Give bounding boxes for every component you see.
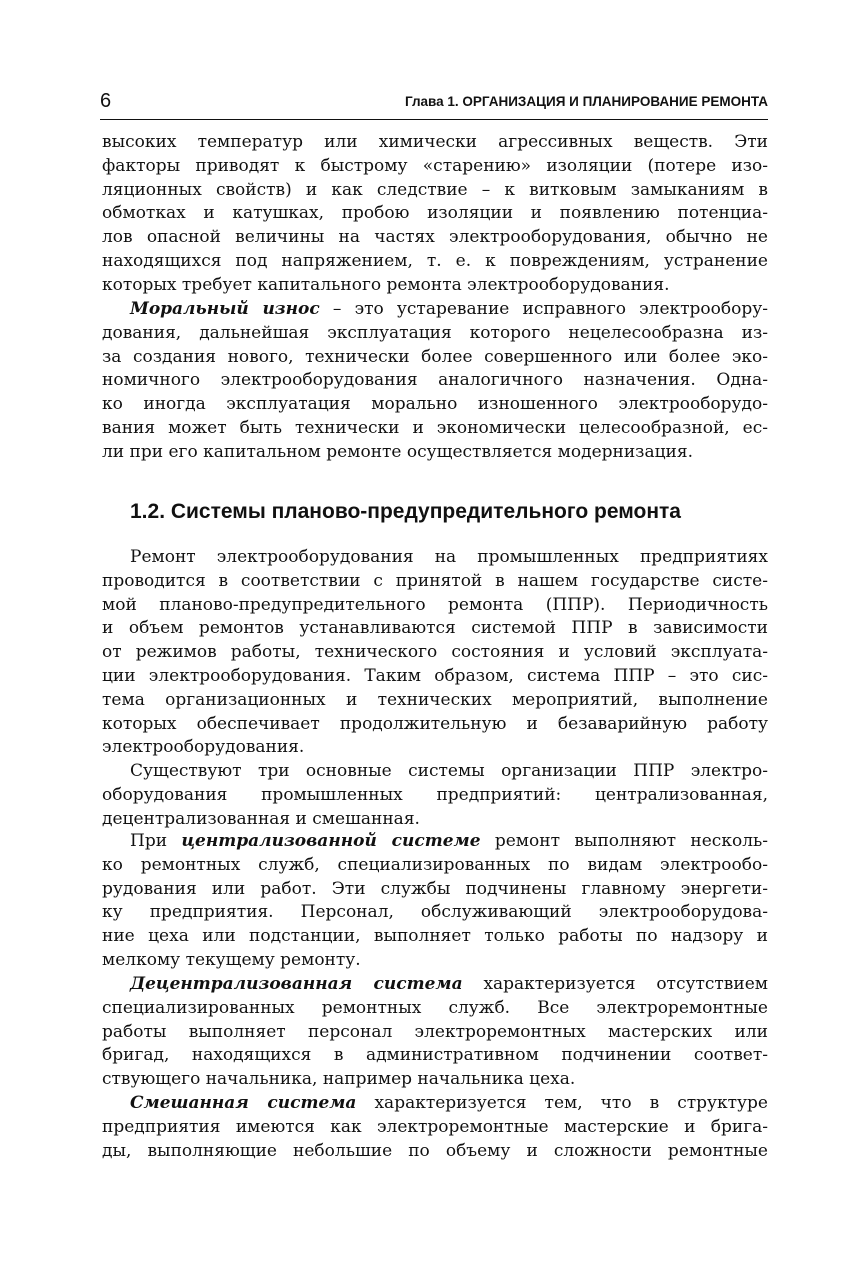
paragraph-decentralized <box>102 973 768 1092</box>
running-head: Глава 1. ОРГАНИЗАЦИЯ И ПЛАНИРОВАНИЕ РЕМОНТА <box>404 94 768 109</box>
text-line: Ремонт электрооборудования на промышленных предприятиях <box>130 547 768 567</box>
text-line: факторы приводят к быстрому «старению» изоляции (потере изо- <box>102 155 768 176</box>
text-line: высоких температур или химически агрессивных веществ. Эти <box>102 132 768 152</box>
text-line: ды, выполняющие небольшие по объему и сложности ремонтные <box>102 1140 768 1161</box>
text-run: ремонт выполняют несколь- <box>480 831 768 851</box>
text-line: предприятия имеются как электроремонтные мастерские и брига- <box>102 1116 768 1137</box>
text-line: мелкому текущему ремонту. <box>102 949 361 970</box>
text-line: которых требует капитального ремонта электрооборудования. <box>102 274 670 295</box>
text-line: ние цеха или подстанции, выполняет только работы по надзору и <box>102 926 768 947</box>
text-line <box>102 830 768 854</box>
text-line: ко ремонтных служб, специализированных по видам электрообо- <box>102 854 768 875</box>
page-number: 6 <box>100 90 112 112</box>
text-line: от режимов работы, технического состояния и условий эксплуата- <box>102 642 768 663</box>
text-line: рудования или работ. Эти службы подчинены главному энергети- <box>102 878 768 899</box>
text-line: номичного электрооборудования аналогичного назначения. Одна- <box>102 370 768 391</box>
paragraph-three-systems <box>102 760 768 831</box>
text-line: ции электрооборудования. Таким образом, система ППР – это сис- <box>102 665 768 686</box>
page-header <box>100 84 768 120</box>
text-line: специализированных ремонтных служб. Все электроремонтные <box>102 997 768 1018</box>
text-line: ляционных свойств) и как следствие – к витковым замыканиям в <box>102 179 768 200</box>
term-centralized: централизованной системе <box>181 831 481 851</box>
text-line <box>102 298 768 322</box>
text-line: находящихся под напряжением, т. е. к повреждениям, устранение <box>102 250 768 271</box>
term-mixed: Смешанная система <box>130 1093 357 1113</box>
paragraph-moral-wear <box>102 298 768 465</box>
text-run: характеризуется тем, что в структуре <box>356 1093 768 1113</box>
text-line: проводится в соответствии с принятой в нашем государстве систе- <box>102 570 768 591</box>
paragraph-ppr-intro <box>102 546 768 760</box>
text-run: При <box>130 831 182 851</box>
text-line: ко иногда эксплуатация морально изношенного электрооборудо- <box>102 394 768 415</box>
text-line: бригад, находящихся в административном подчинении соответ- <box>102 1045 768 1066</box>
text-line: которых обеспечивает продолжительную и безаварийную работу <box>102 713 768 734</box>
text-line: электрооборудования. <box>102 737 305 758</box>
text-line: обмотках и катушках, пробою изоляции и появлению потенциа- <box>102 203 768 224</box>
text-line <box>102 1092 768 1116</box>
paragraph-centralized <box>102 830 768 973</box>
text-line: за создания нового, технически более совершенного или более эко- <box>102 346 768 367</box>
text-line: мой планово-предупредительного ремонта (ППР). Периодичность <box>102 594 768 615</box>
text-line: оборудования промышленных предприятий: централизованная, <box>102 784 768 805</box>
text-line <box>102 973 768 997</box>
text-line: ствующего начальника, например начальника цеха. <box>102 1069 576 1090</box>
text-line: вания может быть технически и экономически целесообразной, ес- <box>102 417 768 438</box>
paragraph-mixed <box>102 1092 768 1163</box>
text-line: лов опасной величины на частях электрооборудования, обычно не <box>102 227 768 248</box>
text-line: и объем ремонтов устанавливаются системой ППР в зависимости <box>102 618 768 639</box>
term-decentralized: Децентрализованная система <box>130 974 463 994</box>
text-line: Существуют три основные системы организации ППР электро- <box>130 761 768 781</box>
text-line: дования, дальнейшая эксплуатация которого нецелесообразна из- <box>102 322 768 343</box>
text-line: работы выполняет персонал электроремонтных мастерских или <box>102 1021 768 1042</box>
text-run: характеризуется отсутствием <box>462 974 768 994</box>
text-line: ку предприятия. Персонал, обслуживающий электрооборудова- <box>102 902 768 923</box>
text-run: – это устаревание исправного электрообору- <box>319 299 769 319</box>
text-line: тема организационных и технических мероприятий, выполнение <box>102 689 768 710</box>
text-line: децентрализованная и смешанная. <box>102 808 420 829</box>
text-line: ли при его капитальном ремонте осуществляется модернизация. <box>102 441 693 462</box>
paragraph-continuation <box>102 131 768 298</box>
section-heading: 1.2. Системы планово-предупредительного ремонта <box>130 500 681 523</box>
term-moral-wear: Моральный износ <box>130 299 320 319</box>
header-rule <box>100 119 768 120</box>
